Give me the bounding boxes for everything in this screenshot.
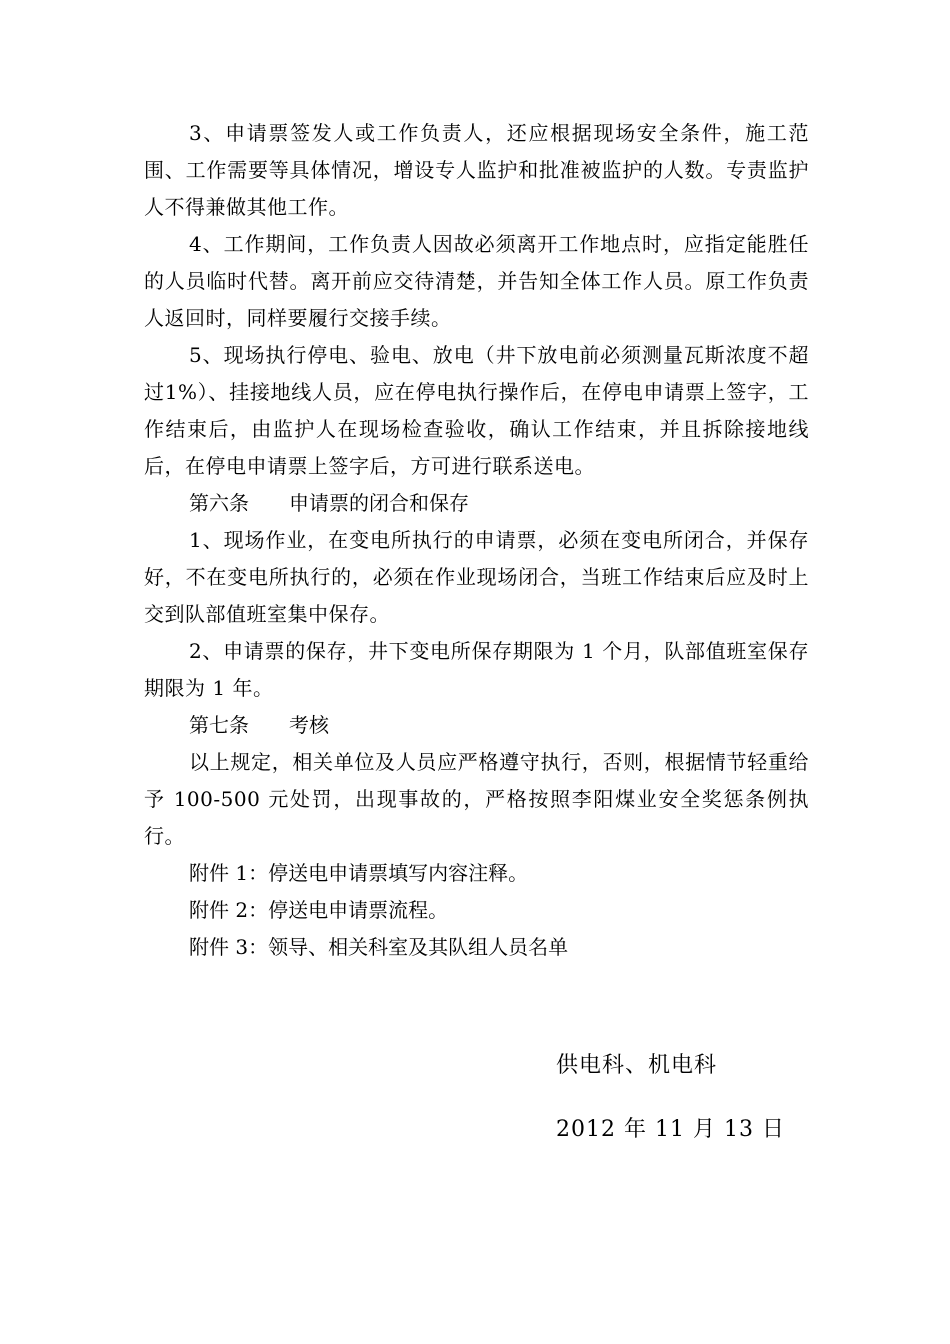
paragraph-item-3: 3、申请票签发人或工作负责人，还应根据现场安全条件，施工范围、工作需要等具体情况，增设专人监护和批准被监护的人数。专责监护人不得兼做其他工作。 <box>144 121 809 219</box>
attachment-3: 附件 3：领导、相关科室及其队组人员名单 <box>189 935 569 959</box>
article-6-heading <box>144 485 809 522</box>
article-6-item-1: 1、现场作业，在变电所执行的申请票，必须在变电所闭合，并保存好，不在变电所执行的，必须在作业现场闭合，当班工作结束后应及时上交到队部值班室集中保存。 <box>144 528 809 626</box>
signature-date: 2012 年 11 月 13 日 <box>556 1117 785 1142</box>
attachment-1: 附件 1：停送电申请票填写内容注释。 <box>189 861 529 885</box>
paragraph-item-4: 4、工作期间，工作负责人因故必须离开工作地点时，应指定能胜任的人员临时代替。离开前应交待清楚，并告知全体工作人员。原工作负责人返回时，同样要履行交接手续。 <box>144 232 809 330</box>
article-6-item-2: 2、申请票的保存，井下变电所保存期限为 1 个月，队部值班室保存期限为 1 年。 <box>144 639 809 700</box>
paragraph-item-5: 5、现场执行停电、验电、放电（井下放电前必须测量瓦斯浓度不超过1%）、挂接地线人员，应在停电执行操作后，在停电申请票上签字，工作结束后，由监护人在现场检查验收，确认工作结束，并且拆除接地线后，在停电申请票上签字后，方可进行联系送电。 <box>144 343 809 478</box>
article-7-body: 以上规定，相关单位及人员应严格遵守执行，否则，根据情节轻重给予 100-500 元处罚，出现事故的，严格按照李阳煤业安全奖惩条例执行。 <box>144 750 809 848</box>
article-7-title: 考核 <box>289 713 329 737</box>
signature-department: 供电科、机电科 <box>556 1053 718 1078</box>
article-7-heading <box>144 707 809 744</box>
attachment-2: 附件 2：停送电申请票流程。 <box>189 898 449 922</box>
article-6-title: 申请票的闭合和保存 <box>289 491 469 515</box>
article-6-number: 第六条 <box>189 491 249 515</box>
document-body <box>144 115 809 966</box>
article-7-number: 第七条 <box>189 713 249 737</box>
